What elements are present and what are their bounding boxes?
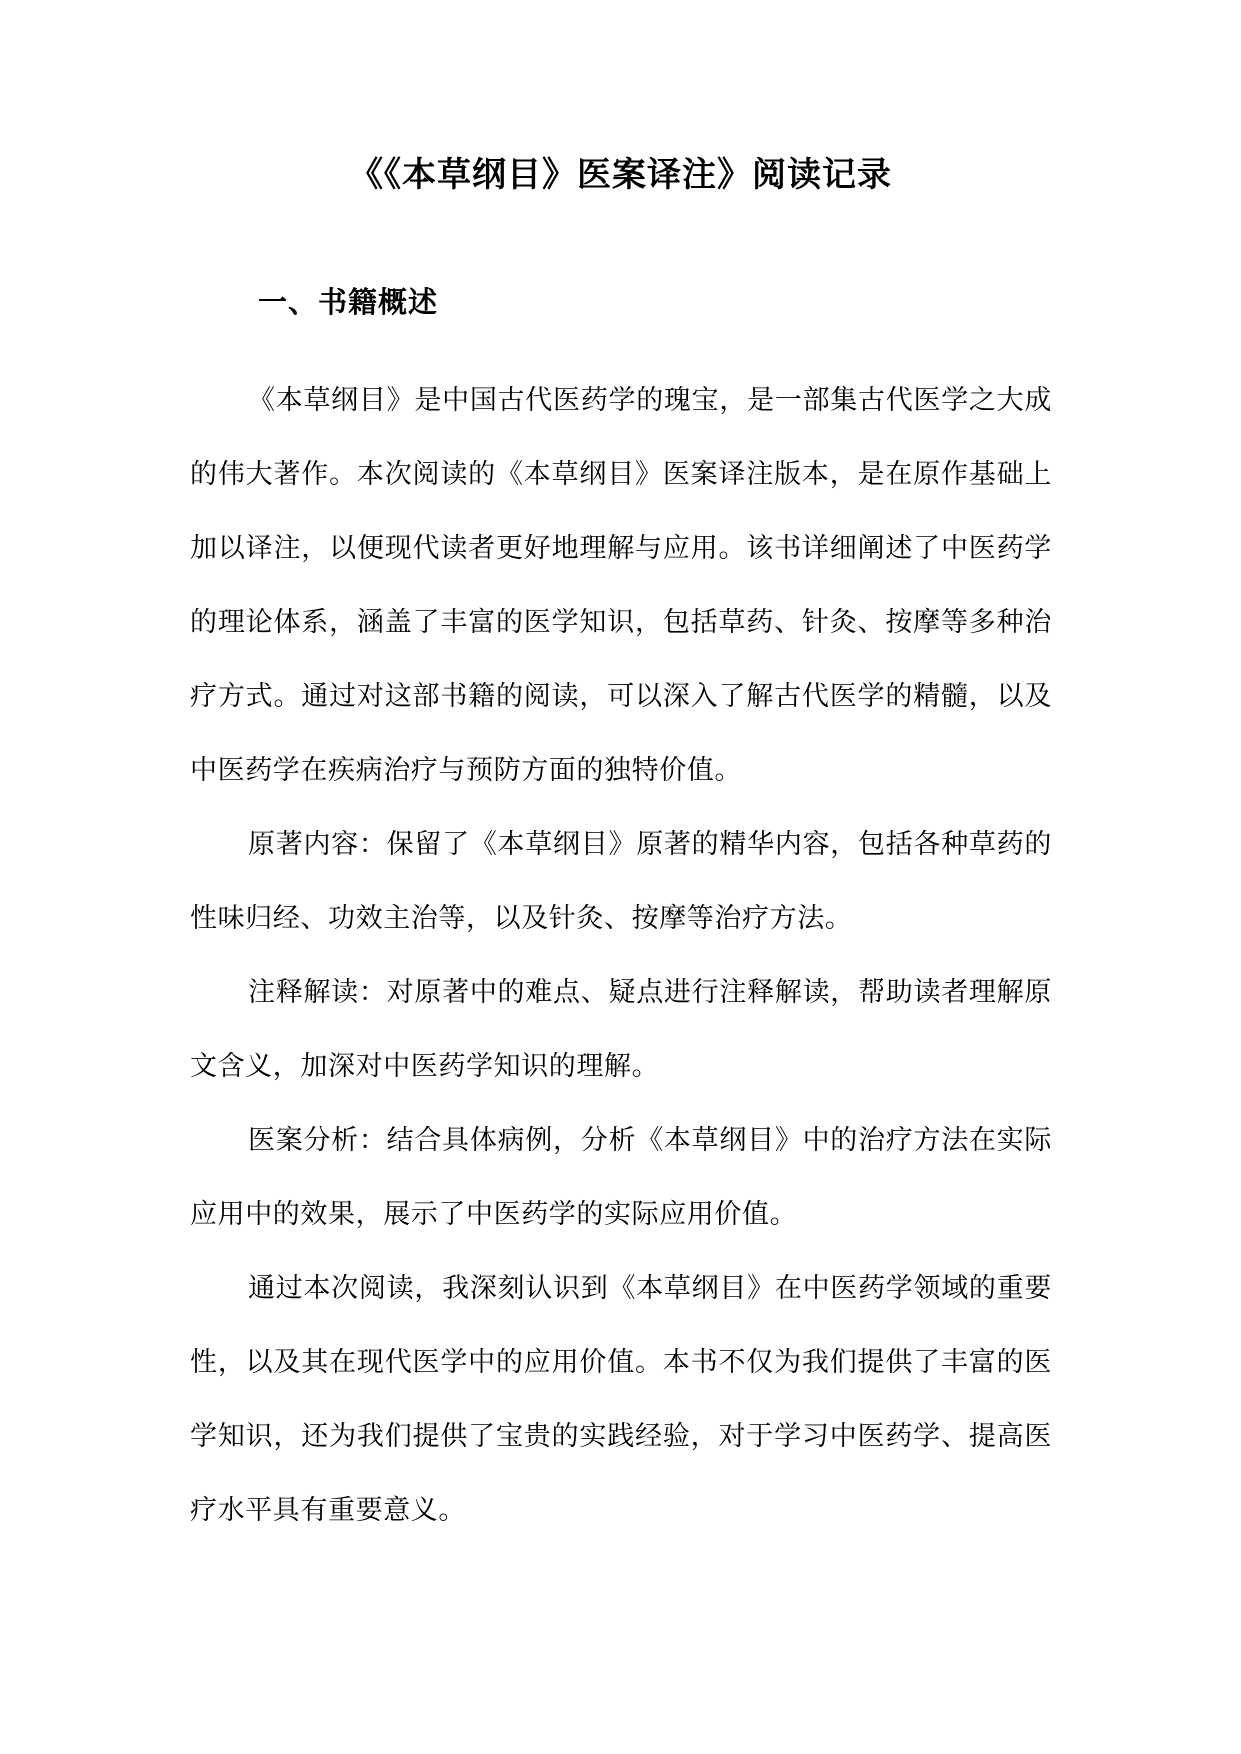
section-heading: 一、书籍概述 <box>258 285 439 319</box>
paragraph-conclusion: 通过本次阅读，我深刻认识到《本草纲目》在中医药学领域的重要性，以及其在现代医学中的应用价值。本书不仅为我们提供了丰富的医学知识，还为我们提供了宝贵的实践经验，对于学习中医药学、提高医疗水平具有重要意义。 <box>190 1273 1052 1526</box>
document-title: 《《本草纲目》医案译注》阅读记录 <box>349 155 892 195</box>
paragraph-annotation: 注释解读：对原著中的难点、疑点进行注释解读，帮助读者理解原文含义，加深对中医药学知识的理解。 <box>190 977 1052 1082</box>
section-body <box>190 364 1052 1548</box>
paragraph-original-content: 原著内容：保留了《本草纲目》原著的精华内容，包括各种草药的性味归经、功效主治等，以及针灸、按摩等治疗方法。 <box>190 829 1052 934</box>
paragraph-case-analysis: 医案分析：结合具体病例，分析《本草纲目》中的治疗方法在实际应用中的效果，展示了中医药学的实际应用价值。 <box>190 1125 1052 1230</box>
paragraph-overview: 《本草纲目》是中国古代医药学的瑰宝，是一部集古代医学之大成的伟大著作。本次阅读的《本草纲目》医案译注版本，是在原作基础上加以译注，以便现代读者更好地理解与应用。该书详细阐述了中医药学的理论体系，涵盖了丰富的医学知识，包括草药、针灸、按摩等多种治疗方式。通过对这部书籍的阅读，可以深入了解古代医学的精髓，以及中医药学在疾病治疗与预防方面的独特价值。 <box>190 385 1052 786</box>
